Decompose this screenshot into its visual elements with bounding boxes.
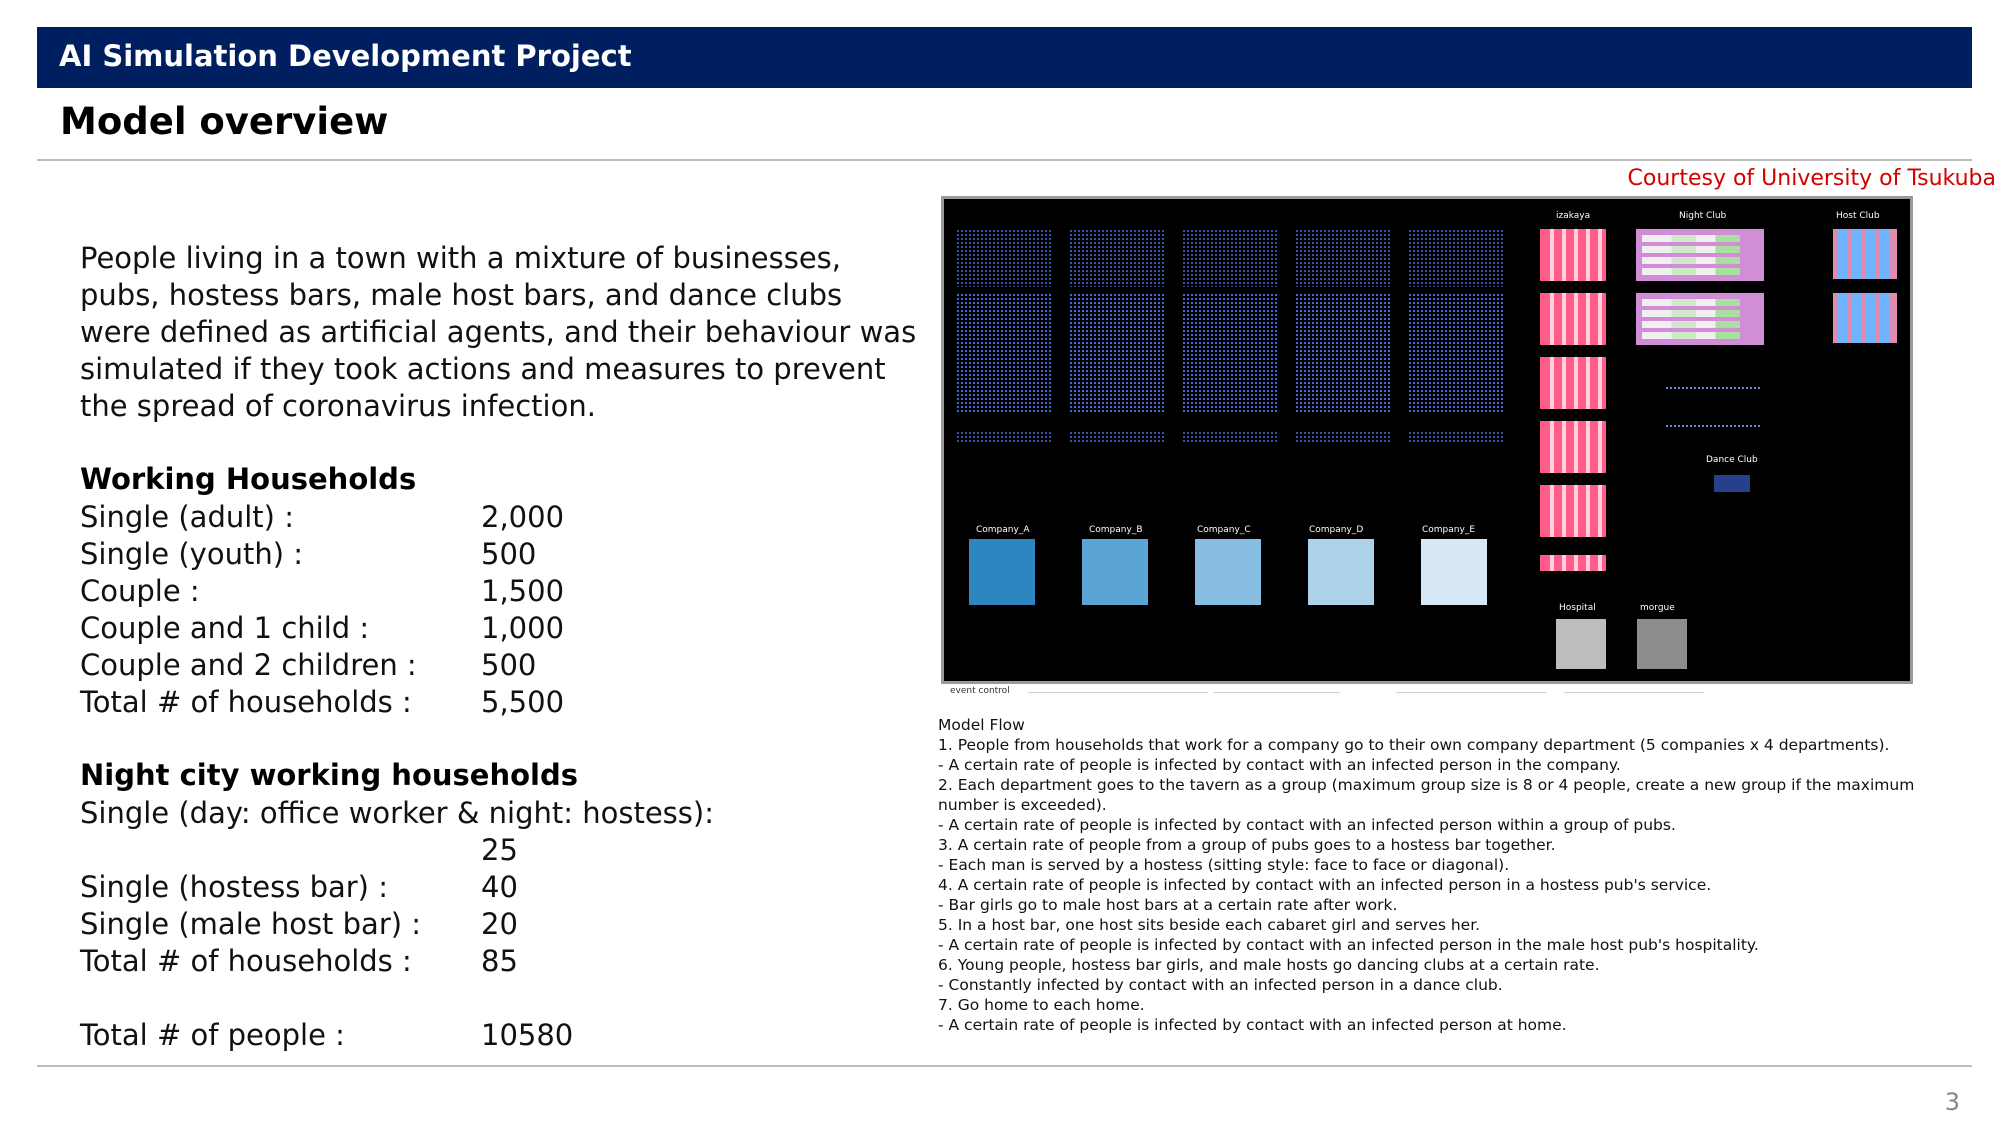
slide-title: Model overview: [60, 100, 389, 143]
izakaya-label: izakaya: [1556, 211, 1591, 221]
header-bar: [37, 27, 1972, 88]
agent-dots: [1182, 293, 1277, 413]
night-row: Total # of households : 85: [80, 944, 518, 978]
flow-line: - A certain rate of people is infected by contact with an infected person in the male host pub's hospitality.: [938, 936, 1759, 954]
night-row: Single (male host bar) : 20: [80, 907, 518, 941]
morgue-block: [1637, 619, 1687, 669]
company-e-block: [1421, 539, 1487, 605]
dance-club-block: [1714, 475, 1750, 492]
company-d-block: [1308, 539, 1374, 605]
izakaya-block: [1540, 293, 1606, 345]
flow-line: 2. Each department goes to the tavern as a group (maximum group size is 8 or 4 people, create a new group if the maximum number is exceeded).: [938, 776, 1915, 814]
agent-dots: [1408, 229, 1503, 287]
company-label: Company_D: [1309, 525, 1364, 535]
courtesy-note: Courtesy of University of Tsukuba: [1627, 166, 1996, 191]
izakaya-block: [1540, 555, 1606, 571]
company-b-block: [1082, 539, 1148, 605]
flow-line: - A certain rate of people is infected by contact with an infected person at home.: [938, 1016, 1567, 1034]
dance-club-label: Dance Club: [1706, 455, 1758, 465]
event-control-line: [1396, 692, 1546, 693]
morgue-label: morgue: [1640, 603, 1675, 613]
night-club-block: [1636, 293, 1764, 345]
total-people-row: Total # of people : 10580: [80, 1018, 574, 1052]
agent-dots: [1295, 293, 1390, 413]
event-control-label: event control: [950, 686, 1010, 696]
working-row: Couple and 1 child : 1,000: [80, 611, 565, 645]
hospital-block: [1556, 619, 1606, 669]
night-club-block: [1636, 229, 1764, 281]
host-club-block: [1833, 229, 1897, 279]
night-club-label: Night Club: [1679, 211, 1727, 221]
company-label: Company_B: [1089, 525, 1143, 535]
izakaya-block: [1540, 485, 1606, 537]
event-control-line: [1214, 692, 1340, 693]
event-control-line: [1028, 692, 1208, 693]
agent-dots: [1069, 229, 1164, 287]
flow-line: - Each man is served by a hostess (sitting style: face to face or diagonal).: [938, 856, 1510, 874]
agent-dots: [1408, 293, 1503, 413]
izakaya-block: [1540, 421, 1606, 473]
working-households-title: Working Households: [80, 462, 417, 496]
agent-dots: [1069, 293, 1164, 413]
agent-dots: [956, 229, 1051, 287]
agent-dots: [1182, 229, 1277, 287]
queue-dots: [1666, 425, 1761, 427]
izakaya-block: [1540, 357, 1606, 409]
flow-line: - A certain rate of people is infected by contact with an infected person in the company.: [938, 756, 1621, 774]
simulation-screenshot: [941, 196, 1913, 684]
flow-line: 4. A certain rate of people is infected by contact with an infected person in a hostess pub's service.: [938, 876, 1712, 894]
queue-dots: [1666, 387, 1761, 389]
agent-dots: [1069, 431, 1164, 443]
agent-dots: [956, 431, 1051, 443]
flow-line: 3. A certain rate of people from a group of pubs goes to a hostess bar together.: [938, 836, 1556, 854]
host-club-block: [1833, 293, 1897, 343]
host-club-label: Host Club: [1836, 211, 1880, 221]
working-row: Couple : 1,500: [80, 574, 565, 608]
hospital-label: Hospital: [1559, 603, 1596, 613]
page-number: 3: [1944, 1088, 1960, 1116]
night-row: 25: [481, 833, 518, 867]
flow-line: - Bar girls go to male host bars at a certain rate after work.: [938, 896, 1398, 914]
company-label: Company_A: [976, 525, 1030, 535]
project-title: AI Simulation Development Project: [59, 39, 632, 73]
flow-line: 1. People from households that work for a company go to their own company department (5 companies x 4 departments).: [938, 736, 1890, 754]
title-divider: [37, 159, 1972, 161]
agent-dots: [956, 293, 1051, 413]
agent-dots: [1408, 431, 1503, 443]
night-row: Single (day: office worker & night: hostess):: [80, 796, 714, 830]
company-label: Company_C: [1197, 525, 1251, 535]
working-row: Single (adult) : 2,000: [80, 500, 565, 534]
flow-line: 5. In a host bar, one host sits beside each cabaret girl and serves her.: [938, 916, 1481, 934]
agent-dots: [1182, 431, 1277, 443]
event-control-line: [1564, 692, 1704, 693]
footer-divider: [37, 1065, 1972, 1067]
agent-dots: [1295, 229, 1390, 287]
working-row: Total # of households : 5,500: [80, 685, 565, 719]
company-a-block: [969, 539, 1035, 605]
izakaya-block: [1540, 229, 1606, 281]
flow-line: 7. Go home to each home.: [938, 996, 1145, 1014]
company-c-block: [1195, 539, 1261, 605]
company-label: Company_E: [1422, 525, 1476, 535]
flow-line: - Constantly infected by contact with an infected person in a dance club.: [938, 976, 1503, 994]
model-flow: [938, 715, 1948, 1035]
agent-dots: [1295, 431, 1390, 443]
intro-text: People living in a town with a mixture of businesses, pubs, hostess bars, male host bars, and dance clubs were defined as artificial agents, and their behaviour was simulated if they took actions and measures to prevent the spread of coronavirus infection.: [80, 241, 917, 423]
night-households-title: Night city working households: [80, 758, 578, 792]
working-row: Couple and 2 children : 500: [80, 648, 537, 682]
flow-heading: Model Flow: [938, 716, 1025, 734]
flow-line: - A certain rate of people is infected by contact with an infected person within a group of pubs.: [938, 816, 1676, 834]
working-row: Single (youth) : 500: [80, 537, 537, 571]
night-row: Single (hostess bar) : 40: [80, 870, 518, 904]
flow-line: 6. Young people, hostess bar girls, and male hosts go dancing clubs at a certain rate.: [938, 956, 1600, 974]
